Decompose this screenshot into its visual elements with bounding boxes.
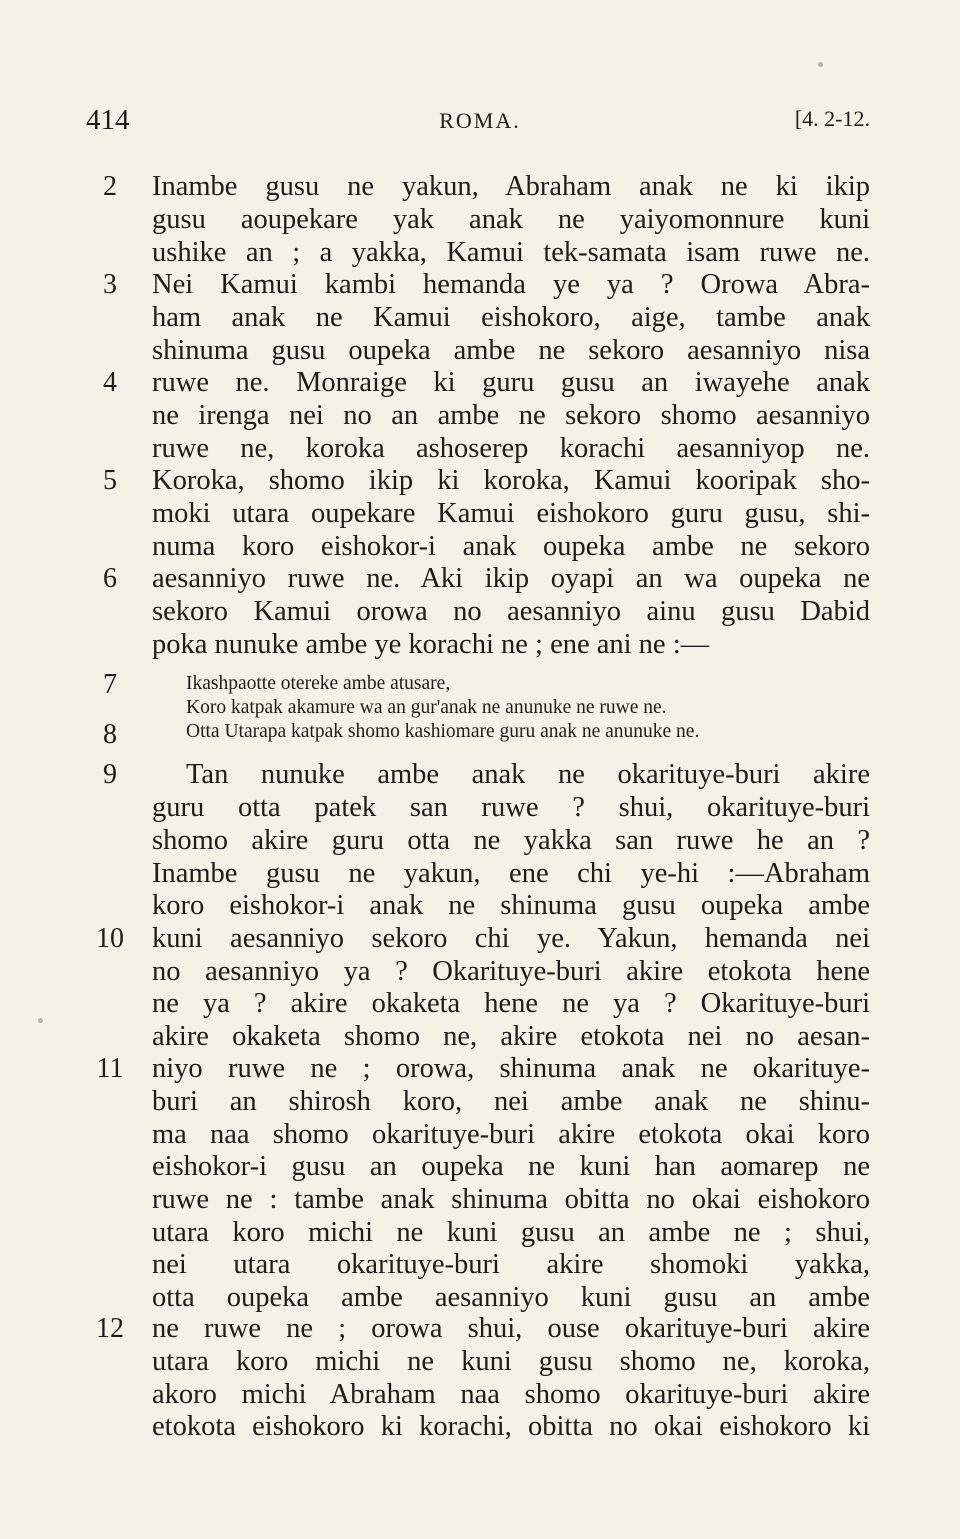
verse-number: 5 [103, 465, 117, 496]
text-line: niyo ruwe ne ; orowa, shinuma anak ne okarituye- [152, 1053, 870, 1084]
text-line: poka nunuke ambe ye korachi ne ; ene ani ne :— [152, 629, 710, 660]
text-line: otta oupeka ambe aesanniyo kuni gusu an ambe [152, 1282, 870, 1313]
text-line: shinuma gusu oupeka ambe ne sekoro aesanniyo nisa [152, 335, 870, 366]
verse-number: 9 [103, 759, 117, 790]
page-number: 414 [86, 104, 130, 136]
verse-number: 10 [96, 923, 124, 954]
text-line: utara koro michi ne kuni gusu shomo ne, koroka, [152, 1346, 870, 1377]
quote-line: Ikashpaotte otereke ambe atusare, [186, 673, 451, 694]
text-line: numa koro eishokor-i anak oupeka ambe ne sekoro [152, 531, 870, 562]
text-line: kuni aesanniyo sekoro chi ye. Yakun, hemanda nei [152, 923, 870, 954]
text-line: Tan nunuke ambe anak ne okarituye-buri akire [186, 759, 870, 790]
text-line: ham anak ne Kamui eishokoro, aige, tambe anak [152, 302, 870, 333]
verse-number: 11 [96, 1053, 124, 1084]
text-line: ne ya ? akire okaketa hene ne ya ? Okarituye-buri [152, 988, 870, 1019]
quote-line: Koro katpak akamure wa an gur'anak ne anunuke ne ruwe ne. [186, 697, 667, 718]
text-line: ma naa shomo okarituye-buri akire etokota okai koro [152, 1119, 870, 1150]
text-line: buri an shirosh koro, nei ambe anak ne shinu- [152, 1086, 870, 1117]
text-line: shomo akire guru otta ne yakka san ruwe he an ? [152, 825, 870, 856]
verse-number: 6 [103, 563, 117, 594]
running-title: ROMA. [439, 108, 521, 133]
quote-line: Otta Utarapa katpak shomo kashiomare guru anak ne anunuke ne. [186, 721, 700, 742]
verse-number: 12 [96, 1313, 124, 1344]
text-line: aesanniyo ruwe ne. Aki ikip oyapi an wa oupeka ne [152, 563, 870, 594]
paper-speck [38, 1018, 43, 1023]
text-line: ushike an ; a yakka, Kamui tek-samata isam ruwe ne. [152, 237, 870, 268]
page-header [0, 100, 960, 140]
text-line: eishokor-i gusu an oupeka ne kuni han aomarep ne [152, 1151, 870, 1182]
verse-number: 2 [103, 171, 117, 202]
text-line: utara koro michi ne kuni gusu an ambe ne ; shui, [152, 1217, 870, 1248]
text-line: akoro michi Abraham naa shomo okarituye-buri akire [152, 1379, 870, 1410]
text-line: ruwe ne, koroka ashoserep korachi aesanniyop ne. [152, 433, 870, 464]
text-line: Koroka, shomo ikip ki koroka, Kamui kooripak sho- [152, 465, 870, 496]
text-line: no aesanniyo ya ? Okarituye-buri akire etokota hene [152, 956, 870, 987]
text-line: koro eishokor-i anak ne shinuma gusu oupeka ambe [152, 890, 870, 921]
chapter-verse-reference: [4. 2-12. [794, 106, 870, 131]
verse-number: 8 [103, 719, 117, 750]
text-line: ruwe ne. Monraige ki guru gusu an iwayehe anak [152, 367, 870, 398]
text-line: moki utara oupekare Kamui eishokoro guru gusu, shi- [152, 498, 870, 529]
text-line: akire okaketa shomo ne, akire etokota nei no aesan- [152, 1021, 870, 1052]
text-line: Inambe gusu ne yakun, Abraham anak ne ki ikip [152, 171, 870, 202]
text-line: ne ruwe ne ; orowa shui, ouse okarituye-buri akire [152, 1313, 870, 1344]
verse-number: 4 [103, 367, 117, 398]
text-line: sekoro Kamui orowa no aesanniyo ainu gusu Dabid [152, 596, 870, 627]
paper-speck [818, 62, 823, 67]
text-line: nei utara okarituye-buri akire shomoki yakka, [152, 1249, 870, 1280]
text-line: ne irenga nei no an ambe ne sekoro shomo aesanniyo [152, 400, 870, 431]
text-line: ruwe ne : tambe anak shinuma obitta no okai eishokoro [152, 1184, 870, 1215]
verse-number: 7 [103, 669, 117, 700]
text-line: gusu aoupekare yak anak ne yaiyomonnure kuni [152, 204, 870, 235]
text-line: guru otta patek san ruwe ? shui, okarituye-buri [152, 792, 870, 823]
text-line: Nei Kamui kambi hemanda ye ya ? Orowa Abra- [152, 269, 870, 300]
text-line: Inambe gusu ne yakun, ene chi ye-hi :—Abraham [152, 858, 870, 889]
text-line: etokota eishokoro ki korachi, obitta no okai eishokoro ki [152, 1411, 870, 1442]
verse-number: 3 [103, 269, 117, 300]
